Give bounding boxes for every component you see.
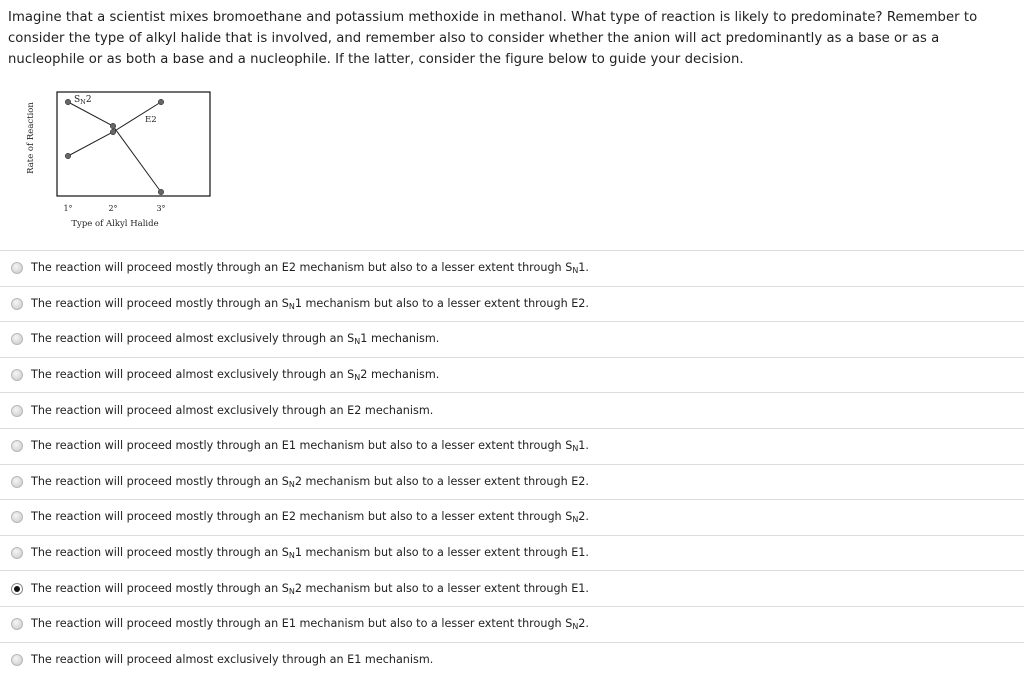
series-points — [65, 99, 164, 195]
e2-series-label: E2 — [145, 115, 157, 125]
plot-frame — [57, 92, 210, 196]
answer-option-11[interactable] — [0, 606, 1024, 642]
sn2-series-label: $S_N2$ — [74, 95, 92, 106]
answer-option-3[interactable] — [0, 321, 1024, 357]
data-point-e2-2 — [158, 99, 164, 105]
answer-option-2[interactable] — [0, 286, 1024, 322]
data-point-sn2-2 — [158, 189, 164, 195]
rate-chart — [24, 90, 214, 235]
x-axis-label: Type of Alkyl Halide — [71, 219, 159, 229]
answer-option-10[interactable] — [0, 570, 1024, 606]
answer-option-7[interactable] — [0, 464, 1024, 500]
answer-option-label: The reaction will proceed almost exclusively through an $S_N2$ mechanism. — [31, 368, 440, 383]
data-point-e2-1 — [110, 129, 116, 135]
radio-button[interactable] — [11, 618, 23, 630]
answer-option-12[interactable] — [0, 642, 1024, 677]
answer-option-label: The reaction will proceed almost exclusively through an $S_N1$ mechanism. — [31, 332, 440, 347]
answer-option-label: The reaction will proceed almost exclusively through an E2 mechanism. — [31, 404, 434, 418]
series-line-e2 — [68, 102, 161, 156]
x-tick-labels — [63, 204, 165, 213]
answer-option-6[interactable] — [0, 428, 1024, 464]
answer-option-label: The reaction will proceed mostly through an E2 mechanism but also to a lesser extent through $S_N2$. — [31, 510, 589, 525]
radio-button[interactable] — [11, 298, 23, 310]
answer-option-label: The reaction will proceed almost exclusively through an E1 mechanism. — [31, 653, 434, 667]
data-point-e2-0 — [65, 153, 71, 159]
answer-option-label: The reaction will proceed mostly through an $S_N2$ mechanism but also to a lesser extent through E1. — [31, 581, 589, 596]
answer-option-9[interactable] — [0, 535, 1024, 571]
radio-button[interactable] — [11, 476, 23, 488]
question-text: Imagine that a scientist mixes bromoethane and potassium methoxide in methanol. What type of reaction is likely to predominate? Remember to consider the type of alkyl halide that is involved, and remember also to consider whether the anion will act predominantly as a base or as a nucleophile or as both a base and a nucleophile. If the latter, consider the figure below to guide your decision. — [8, 10, 978, 67]
y-axis-label: Rate of Reaction — [26, 102, 36, 174]
answer-option-label: The reaction will proceed mostly through an $S_N1$ mechanism but also to a lesser extent through E1. — [31, 546, 589, 561]
radio-button[interactable] — [11, 511, 23, 523]
x-tick-label: 3° — [156, 204, 166, 213]
radio-button[interactable] — [11, 440, 23, 452]
answer-option-label: The reaction will proceed mostly through an $S_N2$ mechanism but also to a lesser extent through E2. — [31, 474, 589, 489]
answer-option-label: The reaction will proceed mostly through an E1 mechanism but also to a lesser extent through $S_N1$. — [31, 439, 589, 454]
radio-button[interactable] — [11, 333, 23, 345]
radio-button-selected[interactable] — [11, 583, 23, 595]
radio-button[interactable] — [11, 262, 23, 274]
x-tick-label: 1° — [63, 204, 73, 213]
data-point-sn2-1 — [110, 123, 116, 129]
radio-button[interactable] — [11, 405, 23, 417]
answer-option-5[interactable] — [0, 392, 1024, 428]
x-tick-label: 2° — [108, 204, 118, 213]
answer-option-label: The reaction will proceed mostly through an E2 mechanism but also to a lesser extent through $S_N1$. — [31, 261, 589, 276]
answer-options — [0, 250, 1024, 677]
radio-button[interactable] — [11, 654, 23, 666]
answer-option-1[interactable] — [0, 250, 1024, 286]
answer-option-4[interactable] — [0, 357, 1024, 393]
radio-button[interactable] — [11, 547, 23, 559]
radio-button[interactable] — [11, 369, 23, 381]
data-point-sn2-0 — [65, 99, 71, 105]
answer-option-label: The reaction will proceed mostly through an $S_N1$ mechanism but also to a lesser extent through E2. — [31, 296, 589, 311]
answer-option-8[interactable] — [0, 499, 1024, 535]
rate-vs-alkyl-halide-figure — [24, 90, 214, 235]
answer-option-label: The reaction will proceed mostly through an E1 mechanism but also to a lesser extent through $S_N2$. — [31, 617, 589, 632]
